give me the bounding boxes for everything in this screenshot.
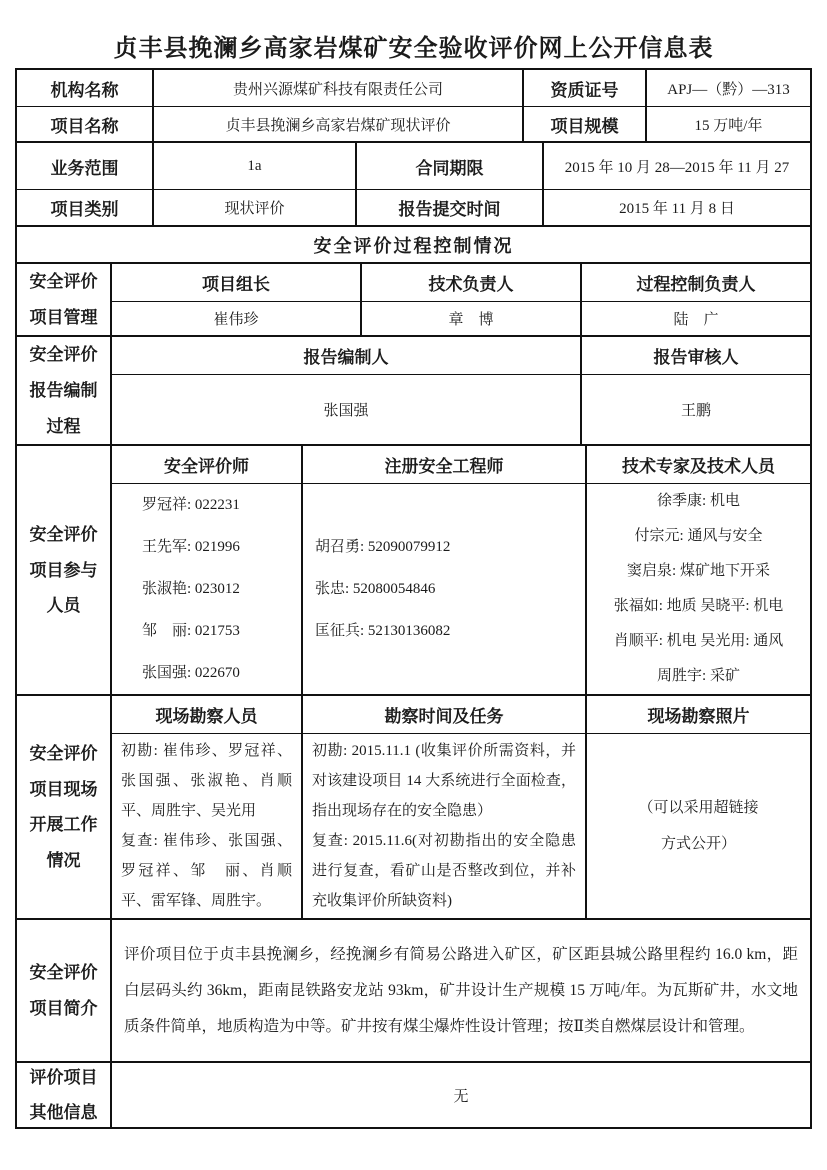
site-work-body xyxy=(112,696,810,918)
cert-no-label: 资质证号 xyxy=(522,70,645,106)
contract-period-label: 合同期限 xyxy=(355,143,542,189)
section-site-work xyxy=(17,696,810,920)
report-compilation-body xyxy=(112,337,810,444)
section-report-compilation xyxy=(17,337,810,446)
survey-personnel-header: 现场勘察人员 xyxy=(155,707,258,727)
section-project-brief xyxy=(17,920,810,1063)
tech-director-value: 章 博 xyxy=(360,302,580,335)
process-control-header: 安全评价过程控制情况 xyxy=(313,235,514,256)
report-submit-time-label: 报告提交时间 xyxy=(355,190,542,225)
survey-personnel-cell xyxy=(112,734,301,918)
safety-evaluators-header: 安全评价师 xyxy=(164,457,249,477)
tech-director-header: 技术负责人 xyxy=(360,264,580,301)
participants-values xyxy=(112,484,810,694)
report-submit-time-value: 2015 年 11 月 8 日 xyxy=(542,190,810,225)
row-project-category xyxy=(17,190,810,227)
section-other-info xyxy=(17,1063,810,1127)
contract-period-value: 2015 年 10 月 28—2015 年 11 月 27 xyxy=(542,143,810,189)
survey-schedule-cell xyxy=(301,734,585,918)
cert-no-value: APJ—（黔）—313 xyxy=(645,70,810,106)
report-writer-value: 张国强 xyxy=(323,403,369,420)
process-control-director-header: 过程控制负责人 xyxy=(580,264,810,301)
business-scope-value: 1a xyxy=(152,143,355,189)
business-scope-label: 业务范围 xyxy=(50,158,119,178)
project-management-body xyxy=(112,264,810,335)
section-project-management xyxy=(17,264,810,337)
survey-schedule-header: 勘察时间及任务 xyxy=(301,696,585,733)
survey-personnel-review: 复查: 崔伟珍、张国强、罗冠祥、邹 丽、肖顺平、雷军锋、周胜宇。 xyxy=(121,833,292,910)
site-work-values xyxy=(112,734,810,918)
section-label-other-info: 评价项目 其他信息 xyxy=(17,1063,112,1127)
report-reviewer-value: 王鹏 xyxy=(580,375,810,444)
section-label-participants: 安全评价 项目参与 人员 xyxy=(17,446,112,694)
project-scale-label: 项目规模 xyxy=(522,107,645,141)
other-info-body xyxy=(112,1063,810,1127)
other-info-value: 无 xyxy=(453,1088,469,1105)
survey-schedule-review: 复查: 2015.11.6(对初勘指出的安全隐患进行复查，看矿山是否整改到位，并补充收集评价所缺资料) xyxy=(312,833,576,910)
survey-schedule-initial: 初勘: 2015.11.1 (收集评价所需资料，并对该建设项目 14 大系统进行全面检查，指出现场存在的安全隐患） xyxy=(312,743,576,820)
row-organization xyxy=(17,70,810,107)
section-label-project-management: 安全评价 项目管理 xyxy=(17,264,112,335)
info-table xyxy=(15,68,812,1129)
project-brief-text: 评价项目位于贞丰县挽澜乡，经挽澜乡有简易公路进入矿区，矿区距县城公路里程约 16.0 km，距白层码头约 36km，距南昆铁路安龙站 93km，矿井设计生产规模 15 万吨/年。为瓦斯矿井，水文地质条件简单，地质构造为中等。矿井按有煤尘爆炸性设计管理；按Ⅱ类自燃煤层设计和管理。 xyxy=(124,945,798,1035)
report-compilation-headers xyxy=(112,337,810,375)
row-project-name xyxy=(17,107,810,143)
registered-engineers-header: 注册安全工程师 xyxy=(301,446,585,483)
report-compilation-values xyxy=(112,375,810,444)
project-name-label: 项目名称 xyxy=(50,116,119,136)
project-category-label: 项目类别 xyxy=(50,200,119,219)
project-management-headers xyxy=(112,264,810,302)
registered-engineers-list: 胡召勇: 52090079912 张忠: 52080054846 匡征兵: 52130136082 xyxy=(301,484,585,694)
process-control-director-value: 陆 广 xyxy=(580,302,810,335)
project-leader-header: 项目组长 xyxy=(202,275,270,294)
survey-photos-note: （可以采用超链接 方式公开） xyxy=(585,734,810,918)
org-name-label: 机构名称 xyxy=(50,80,119,100)
survey-photos-header: 现场勘察照片 xyxy=(585,696,810,733)
technical-experts-list: 徐季康: 机电 付宗元: 通风与安全 窦启泉: 煤矿地下开采 张福如: 地质 吴晓平: 机电 肖顺平: 机电 吴光用: 通风 周胜宇: 采矿 xyxy=(585,484,810,694)
participants-headers xyxy=(112,446,810,484)
project-brief-body xyxy=(112,920,810,1061)
safety-evaluators-list: 罗冠祥: 022231 王先军: 021996 张淑艳: 023012 邹 丽: 021753 张国强: 022670 xyxy=(142,497,240,682)
section-participants xyxy=(17,446,810,696)
participants-body xyxy=(112,446,810,694)
survey-personnel-initial: 初勘: 崔伟珍、罗冠祥、张国强、张淑艳、肖顺平、周胜宇、吴光用 xyxy=(121,743,292,820)
section-label-site-work: 安全评价 项目现场 开展工作 情况 xyxy=(17,696,112,918)
project-management-values xyxy=(112,302,810,335)
org-name-value: 贵州兴源煤矿科技有限责任公司 xyxy=(152,70,522,106)
project-scale-value: 15 万吨/年 xyxy=(645,107,810,141)
row-business-scope xyxy=(17,143,810,190)
section-label-report-compilation: 安全评价 报告编制 过程 xyxy=(17,337,112,444)
report-reviewer-header: 报告审核人 xyxy=(580,337,810,374)
project-leader-value: 崔伟珍 xyxy=(213,312,259,329)
site-work-headers xyxy=(112,696,810,734)
document-title: 贞丰县挽澜乡高家岩煤矿安全验收评价网上公开信息表 xyxy=(113,36,714,62)
report-writer-header: 报告编制人 xyxy=(303,348,389,368)
project-name-value: 贞丰县挽澜乡高家岩煤矿现状评价 xyxy=(152,107,522,141)
section-label-project-brief: 安全评价 项目简介 xyxy=(17,920,112,1061)
technical-experts-header: 技术专家及技术人员 xyxy=(585,446,810,483)
row-process-control-header xyxy=(17,227,810,264)
project-category-value: 现状评价 xyxy=(152,190,355,225)
